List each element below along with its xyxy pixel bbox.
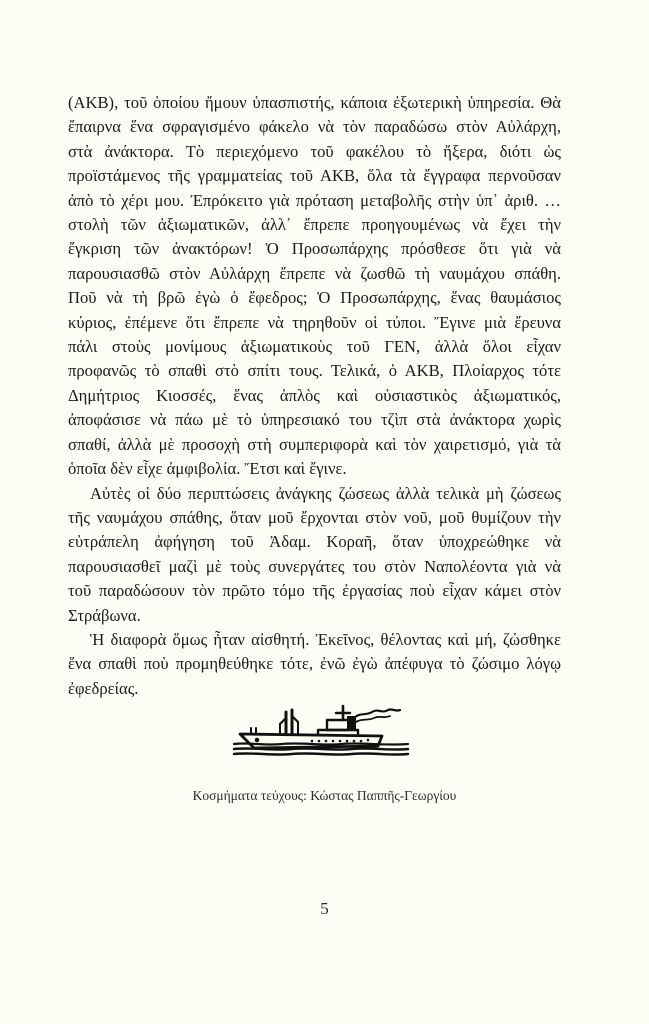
text-line: κύριος, ἐπέμενε ὅτι ἔπρεπε νὰ τηρηθοῦν οἱ τύποι. Ἔγινε μιὰ ἔρευνα <box>68 312 561 332</box>
text-line: Στράβωνα. <box>68 605 141 625</box>
text-line: στὰ ἀνάκτορα. Τὸ περιεχόμενο τοῦ φακέλου τὸ ἤξερα, διότι ὡς <box>68 141 561 161</box>
text-line: προϊστάμενος τῆς γραμματείας τοῦ ΑΚΒ, ὅλα τὰ ἔγγραφα περνοῦσαν <box>68 166 561 186</box>
text-line: (ΑΚΒ), τοῦ ὁποίου ἤμουν ὑπασπιστής, κάποια ἐξωτερικὴ ὑπηρεσία. Θὰ <box>68 93 561 112</box>
text-line: παρουσιασθεῖ μαζὶ μὲ τοὺς συνεργάτες του στὸν Ναπολέοντα γιὰ νὰ <box>68 556 561 576</box>
text-line: παρουσιασθῶ στὸν Αὐλάρχη ἔπρεπε νὰ ζωσθῶ τὴ ναυμάχου σπάθη. <box>68 263 561 283</box>
text-line: σπαθί, ἀλλὰ μὲ προσοχὴ στὴ συμπεριφορὰ καὶ τὸν χαιρετισμό, γιὰ τὰ <box>68 434 561 454</box>
text-line: ἕνα σπαθὶ ποὺ προμηθεύθηκε τότε, ἐνῶ ἐγὼ ἀπέφυγα τὸ ζώσιμο λόγῳ <box>68 654 561 674</box>
paragraph <box>68 628 561 701</box>
text-line: ἐφεδρείας. <box>68 678 139 698</box>
text-line: Δημήτριος Κιοσσές, ἕνας ἁπλὸς καὶ οὐσιαστικὸς ἀξιωματικός, <box>68 385 561 405</box>
text-line: ἀποφάσισε νὰ πάω μὲ τὸ ὑπηρεσιακό του τζὶπ στὰ ἀνάκτορα χωρὶς <box>68 410 561 430</box>
text-line: Ἡ διαφορὰ ὅμως ἦταν αἰσθητή. Ἐκεῖνος, θέλοντας καὶ μή, ζώσθηκε <box>90 629 561 649</box>
text-line: πάλι στοὺς μονίμους ἀξιωματικοὺς τοῦ ΓΕΝ, ἀλλὰ ὅλοι εἶχαν <box>68 337 561 357</box>
body-text <box>68 91 561 701</box>
paragraph <box>68 482 561 628</box>
text-line: Ποῦ νὰ τὴ βρῶ ἐγὼ ὁ ἔφεδρος; Ὁ Προσωπάρχης, ἕνας θαυμάσιος <box>68 288 561 308</box>
page-number: 5 <box>320 899 329 918</box>
text-line: τοῦ παραδώσουν τὸν πρῶτο τόμο τῆς ἐργασίας ποὺ εἶχαν κάμει στὸν <box>68 581 561 601</box>
illustration-credit: Κοσμήματα τεύχους: Κώστας Παππῆς-Γεωργίου <box>192 788 457 803</box>
text-line: στολὴ τῶν ἀξιωματικῶν, ἀλλ᾽ ἔπρεπε προηγουμένως νὰ ἔχει τὴν <box>68 215 561 235</box>
text-line: ὁποῖα δὲν εἶχε ἀμφιβολία. Ἔτσι καὶ ἔγινε. <box>68 459 347 479</box>
text-line: προφανῶς τὸ σπαθὶ στὸ σπίτι τους. Τελικά, ὁ ΑΚΒ, Πλοίαρχος τότε <box>68 361 561 381</box>
text-line: ἀπὸ τὸ χέρι μου. Ἐπρόκειτο γιὰ πρόταση μεταβολῆς στὴν ὑπ᾽ ἀριθ. … <box>68 190 561 210</box>
text-line: ἔγκριση τῶν ἀνακτόρων! Ὁ Προσωπάρχης πρόσθεσε ὅτι γιὰ νὰ <box>68 239 561 259</box>
text-line: εὐτράπελη ἀφήγηση τοῦ Ἀδαμ. Κοραῆ, ὅταν ὑποχρεώθηκε νὰ <box>68 532 561 552</box>
paragraph <box>68 91 561 482</box>
text-line: Αὐτὲς οἱ δύο περιπτώσεις ἀνάγκης ζώσεως ἀλλὰ τελικὰ μὴ ζώσεως <box>90 483 561 503</box>
text-line: ἔπαιρνα ἕνα σφραγισμένο φάκελο νὰ τὸν παραδώσω στὸν Αὐλάρχη, <box>68 117 561 137</box>
text-line: τῆς ναυμάχου σπάθης, ὅταν μοῦ ἔρχονται στὸν νοῦ, μοῦ θυμίζουν τὴν <box>68 507 561 527</box>
steamship-icon <box>232 700 410 758</box>
